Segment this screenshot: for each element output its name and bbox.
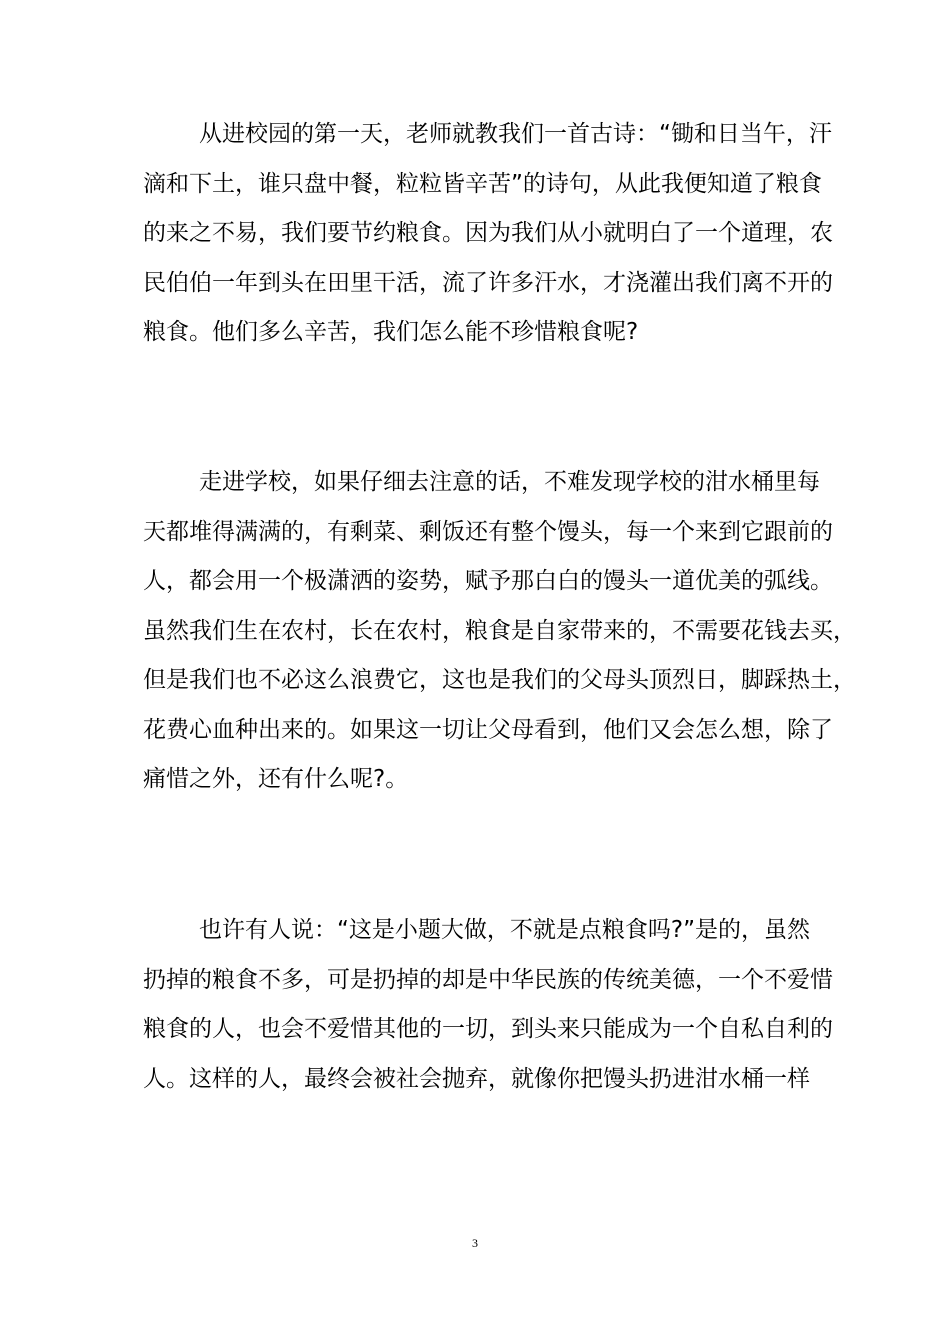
page-number: 3 [472, 1236, 478, 1250]
text-line: 扔掉的粮食不多，可是扔掉的却是中华民族的传统美德，一个不爱惜 [143, 966, 833, 993]
text-line: 但是我们也不必这么浪费它，这也是我们的父母头顶烈日，脚踩热土， [143, 667, 856, 693]
paragraph-3 [143, 906, 833, 1104]
text-line: 粮食。他们多么辛苦，我们怎么能不珍惜粮食呢? [143, 319, 639, 345]
text-line: 民伯伯一年到头在田里干活，流了许多汗水，才浇灌出我们离不开的 [143, 269, 833, 296]
text-line: 也许有人说：“这是小题大做，不就是点粮食吗?”是的，虽然 [199, 917, 811, 943]
text-line: 的来之不易，我们要节约粮食。因为我们从小就明白了一个道理，农 [143, 220, 833, 246]
text-line: 滴和下土，谁只盘中餐，粒粒皆辛苦”的诗句，从此我便知道了粮食 [143, 170, 822, 197]
text-line: 从进校园的第一天，老师就教我们一首古诗：“锄和日当午，汗 [199, 121, 832, 147]
text-line: 虽然我们生在农村，长在农村，粮食是自家带来的，不需要花钱去买， [143, 617, 856, 644]
text-line: 痛惜之外，还有什么呢?。 [143, 766, 409, 792]
paragraph-1 [143, 110, 833, 358]
paragraph-2 [143, 458, 856, 805]
text-line: 人，都会用一个极潇洒的姿势，赋予那白白的馒头一道优美的弧线。 [143, 568, 833, 594]
text-line: 粮食的人，也会不爱惜其他的一切，到头来只能成为一个自私自利的 [143, 1016, 833, 1042]
text-line: 走进学校，如果仔细去注意的话，不难发现学校的泔水桶里每 [199, 469, 820, 495]
text-line: 花费心血种出来的。如果这一切让父母看到，他们又会怎么想，除了 [143, 716, 833, 743]
text-line: 天都堆得满满的，有剩菜、剩饭还有整个馒头，每一个来到它跟前的 [143, 518, 833, 545]
text-line: 人。这样的人，最终会被社会抛弃，就像你把馒头扔进泔水桶一样 [143, 1065, 810, 1092]
